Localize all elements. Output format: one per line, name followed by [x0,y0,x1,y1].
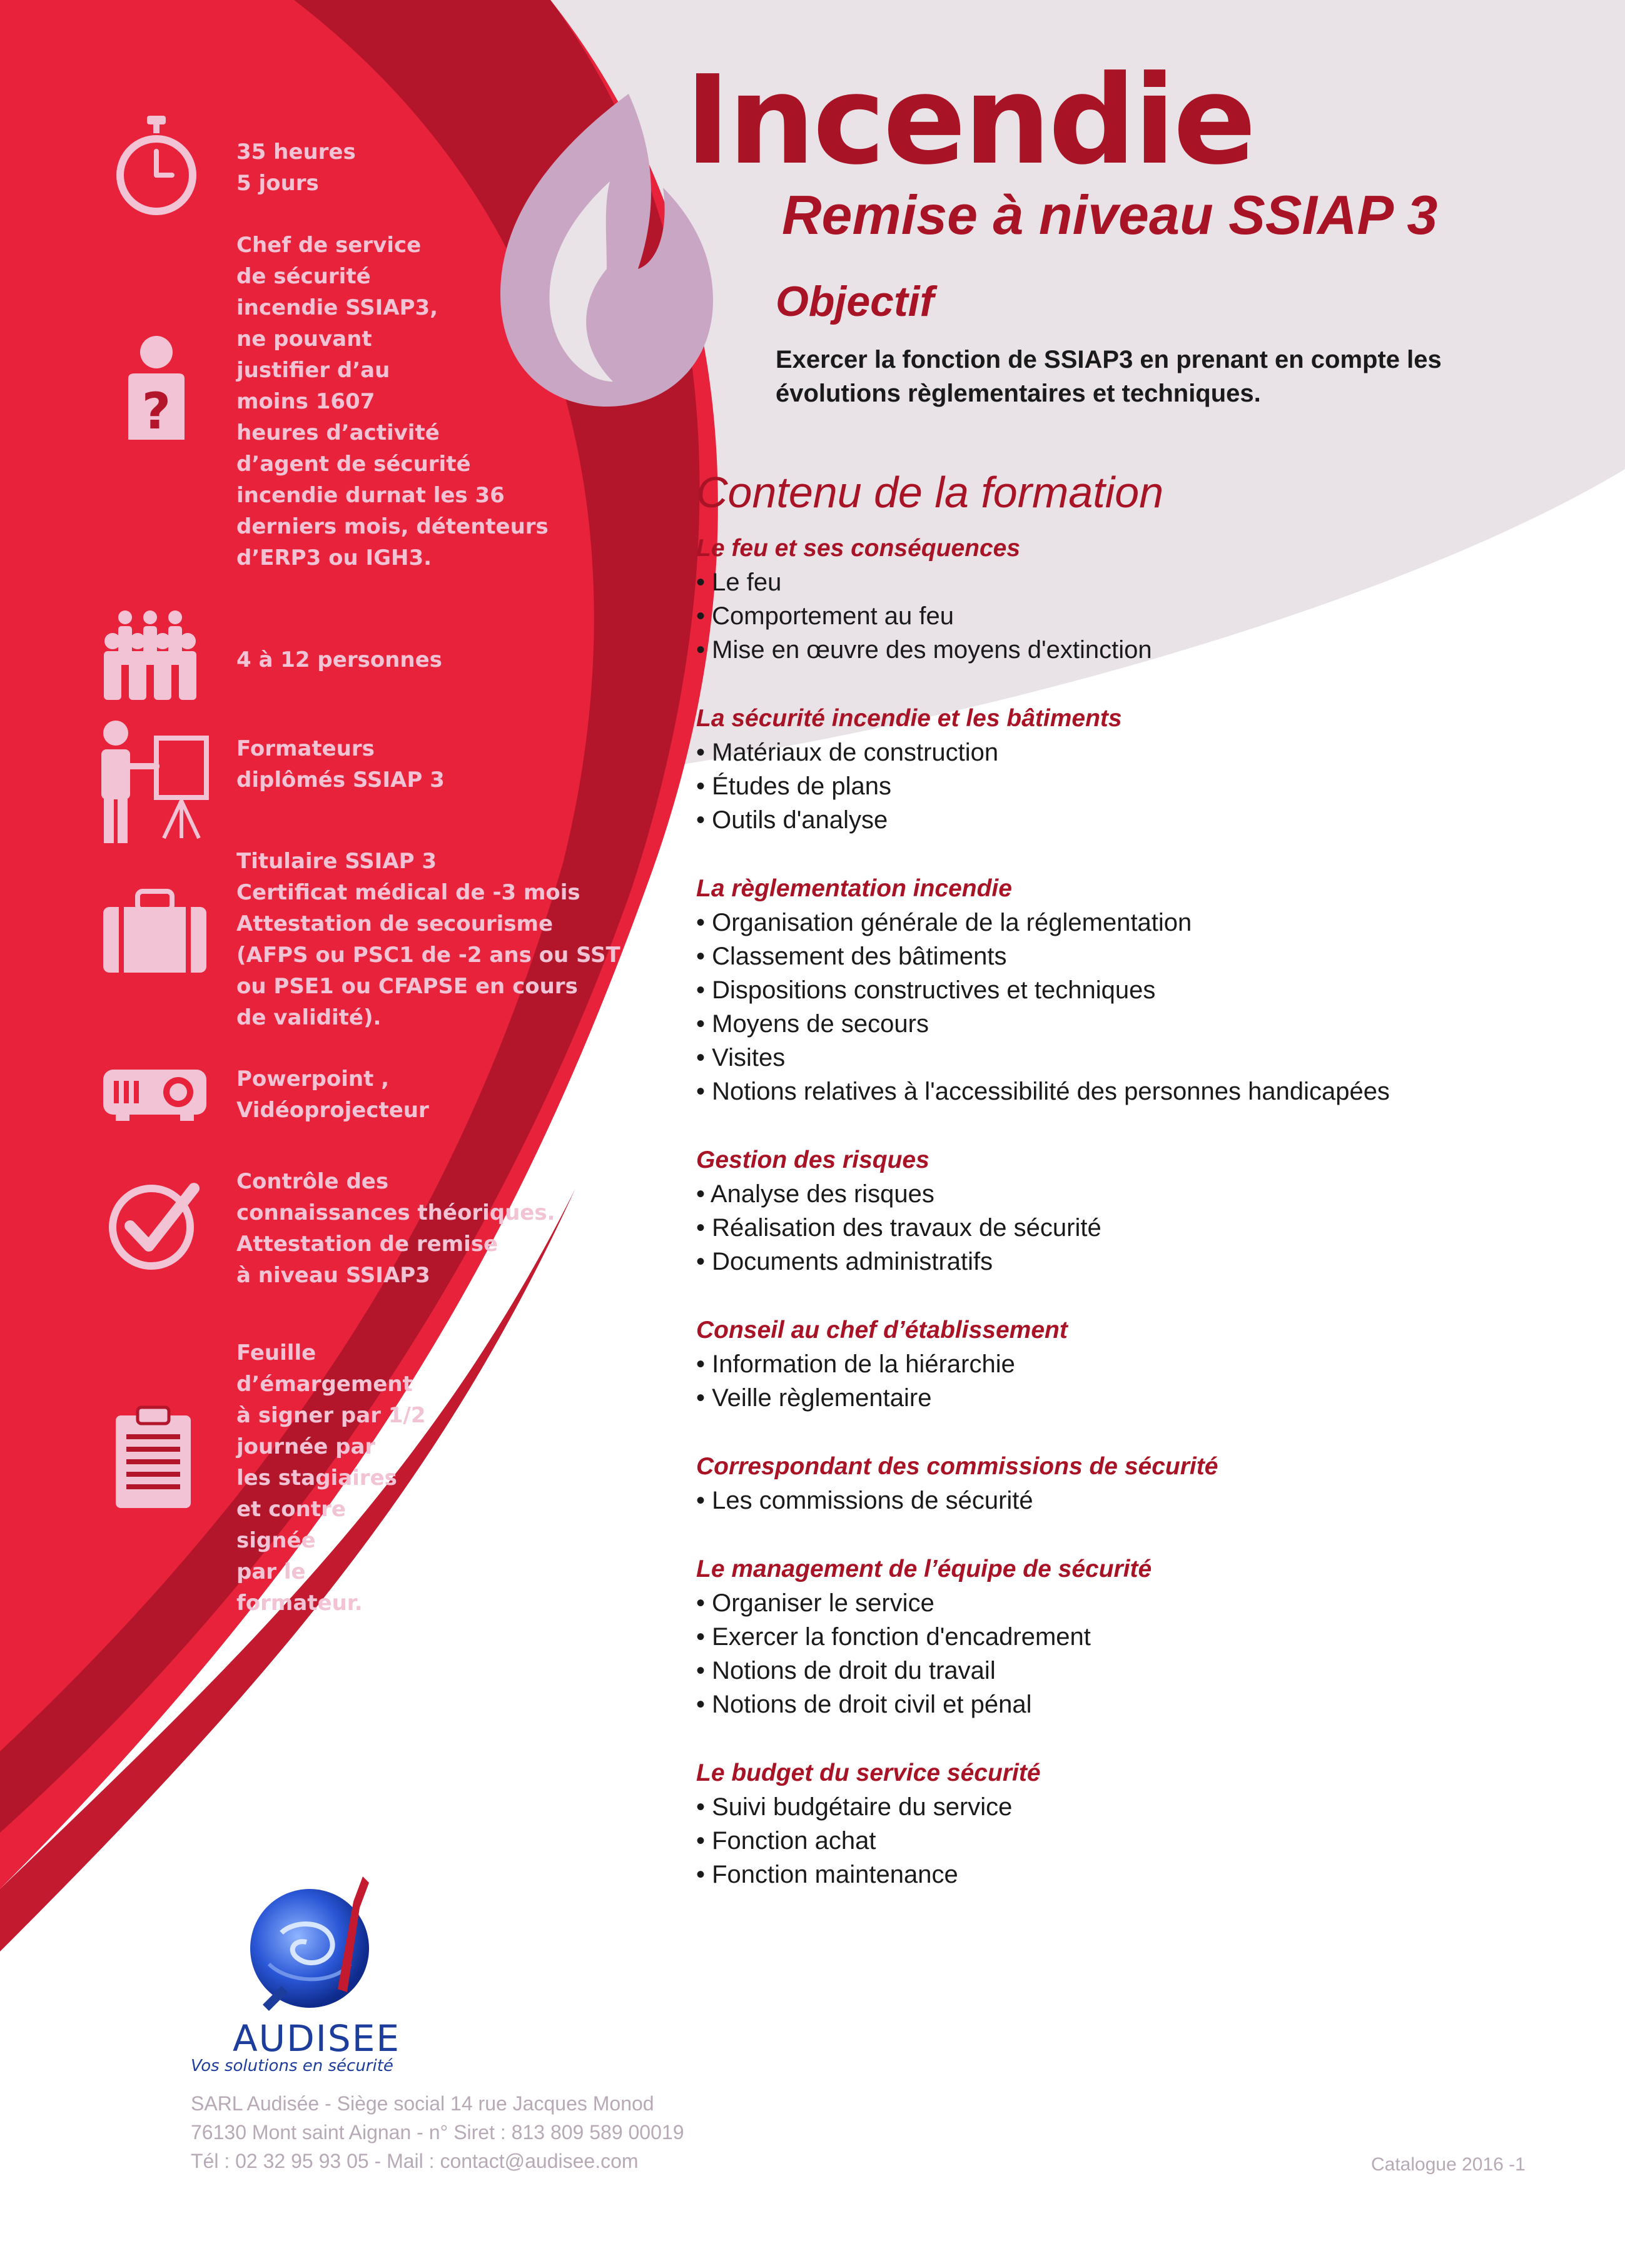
evaluation-text [236,1166,624,1291]
sidebar-line: Feuille [236,1340,316,1365]
objective-heading: Objectif [776,278,934,325]
list-item: • Notions de droit civil et pénal [696,1688,1572,1721]
section-title: Conseil au chef d’établissement [696,1317,1068,1344]
list-item: • Information de la hiérarchie [696,1347,1572,1381]
sidebar-line: de validité). [236,1005,382,1030]
list-item: • Comportement au feu [696,599,1572,633]
list-item: • Matériaux de construction [696,736,1572,769]
duration-text [236,136,624,199]
content-section [696,1552,1572,1721]
sidebar-line: incendie SSIAP3, [236,295,438,320]
catalogue-label: Catalogue 2016 -1 [1371,2154,1526,2175]
objective-line: Exercer la fonction de SSIAP3 en prenant en compte les [776,346,1442,373]
sidebar-line: et contre [236,1497,346,1522]
briefcase-icon [100,888,210,976]
group-size-text [236,644,624,676]
sidebar-line: Chef de service [236,233,422,258]
section-title: La règlementation incendie [696,875,1012,902]
list-item: • Dispositions constructives et techniques [696,973,1572,1007]
page-title: Incendie [685,49,1254,192]
list-item: • Organiser le service [696,1586,1572,1620]
list-item: • Fonction maintenance [696,1858,1572,1891]
projector-icon [100,1063,210,1123]
sidebar-line: Formateurs [236,736,375,761]
footer-address [191,2089,684,2175]
prerequisites-text [236,846,624,1033]
sidebar-line: d’émargement [236,1372,413,1397]
stopwatch-icon [109,113,203,219]
sidebar-line: justifier d’au [236,358,390,383]
list-item: • Réalisation des travaux de sécurité [696,1211,1572,1245]
content-section [696,872,1572,1108]
sidebar-line: à signer par 1/2 [236,1403,426,1428]
list-item: • Suivi budgétaire du service [696,1790,1572,1824]
list-item: • Moyens de secours [696,1007,1572,1041]
footer-line: SARL Audisée - Siège social 14 rue Jacques Monod [191,2092,654,2115]
audience-text [236,230,624,574]
sidebar-line: Contrôle des [236,1169,389,1194]
list-item: • Classement des bâtiments [696,939,1572,973]
list-item: • Veille règlementaire [696,1381,1572,1415]
sidebar-line: ou PSE1 ou CFAPSE en cours [236,974,578,999]
sidebar-line: derniers mois, détenteurs [236,514,549,539]
footer-line: Tél : 02 32 95 93 05 - Mail : contact@audisee.com [191,2150,639,2172]
content-heading: Contenu de la formation [696,468,1164,517]
person-question-icon [122,335,191,441]
sidebar-line: Attestation de remise [236,1232,499,1257]
sidebar-line: de sécurité [236,264,371,289]
sidebar-line: Vidéoprojecteur [236,1098,429,1123]
section-title: Correspondant des commissions de sécurité [696,1453,1218,1480]
sidebar-line: Powerpoint , [236,1066,390,1091]
list-item: • Documents administratifs [696,1245,1572,1278]
content-section [696,1314,1572,1415]
sidebar-line: heures d’activité [236,420,440,445]
sidebar-line: incendie durnat les 36 [236,483,505,508]
list-item: • Les commissions de sécurité [696,1484,1572,1517]
section-title: Le budget du service sécurité [696,1759,1041,1786]
list-item: • Outils d'analyse [696,803,1572,837]
sidebar-line: par le [236,1559,306,1584]
list-item: • Le feu [696,565,1572,599]
list-item: • Exercer la fonction d'encadrement [696,1620,1572,1654]
sidebar-line: formateur. [236,1591,363,1616]
list-item: • Visites [696,1041,1572,1075]
list-item: • Fonction achat [696,1824,1572,1858]
section-title: La sécurité incendie et les bâtiments [696,705,1122,732]
sidebar-line: d’agent de sécurité [236,452,471,477]
equipment-text [236,1063,624,1126]
sidebar-line: diplômés SSIAP 3 [236,767,445,792]
content-section [696,532,1572,667]
content-section [696,1143,1572,1278]
content-sections [696,532,1572,1926]
footer-line: 76130 Mont saint Aignan - n° Siret : 813 809 589 00019 [191,2121,684,2144]
content-section [696,702,1572,837]
objective-text [776,343,1564,410]
globe-logo-icon [244,1864,388,2020]
sidebar-line: 5 jours [236,171,319,196]
sidebar-line: Certificat médical de -3 mois [236,880,580,905]
sidebar-line: ne pouvant [236,327,372,352]
list-item: • Mise en œuvre des moyens d'extinction [696,633,1572,667]
content-section [696,1756,1572,1891]
sidebar-line: Attestation de secourisme [236,911,554,936]
sidebar-line: moins 1607 [236,389,375,414]
list-item: • Organisation générale de la réglementation [696,906,1572,939]
sidebar-line: les stagiaires [236,1466,397,1491]
group-icon [100,610,200,701]
sidebar-line: à niveau SSIAP3 [236,1263,430,1288]
sidebar-line: connaissances théoriques. [236,1200,555,1225]
check-icon [106,1176,203,1273]
objective-line: évolutions règlementaires et techniques. [776,380,1261,407]
section-title: Le management de l’équipe de sécurité [696,1556,1152,1582]
section-title: Le feu et ses conséquences [696,535,1021,562]
list-item: • Notions relatives à l'accessibilité des personnes handicapées [696,1075,1572,1108]
attendance-text [236,1337,624,1619]
sidebar-line: 4 à 12 personnes [236,647,442,672]
list-item: • Études de plans [696,769,1572,803]
trainer-board-icon [94,719,213,844]
page-subtitle: Remise à niveau SSIAP 3 [782,184,1438,246]
sidebar-line: signée [236,1528,316,1553]
trainers-text [236,733,624,796]
logo-name: AUDISEE [233,2017,401,2060]
sidebar-line: d’ERP3 ou IGH3. [236,545,432,570]
logo-tagline: Vos solutions en sécurité [191,2057,393,2075]
list-item: • Analyse des risques [696,1177,1572,1211]
section-title: Gestion des risques [696,1147,929,1173]
sidebar-line: 35 heures [236,139,356,165]
sidebar-line: journée par [236,1434,376,1459]
content-section [696,1450,1572,1517]
list-item: • Notions de droit du travail [696,1654,1572,1688]
sidebar-line: (AFPS ou PSC1 de -2 ans ou SST [236,943,620,968]
svg-text:?: ? [141,382,171,440]
clipboard-icon [113,1404,194,1511]
sidebar-line: Titulaire SSIAP 3 [236,849,437,874]
